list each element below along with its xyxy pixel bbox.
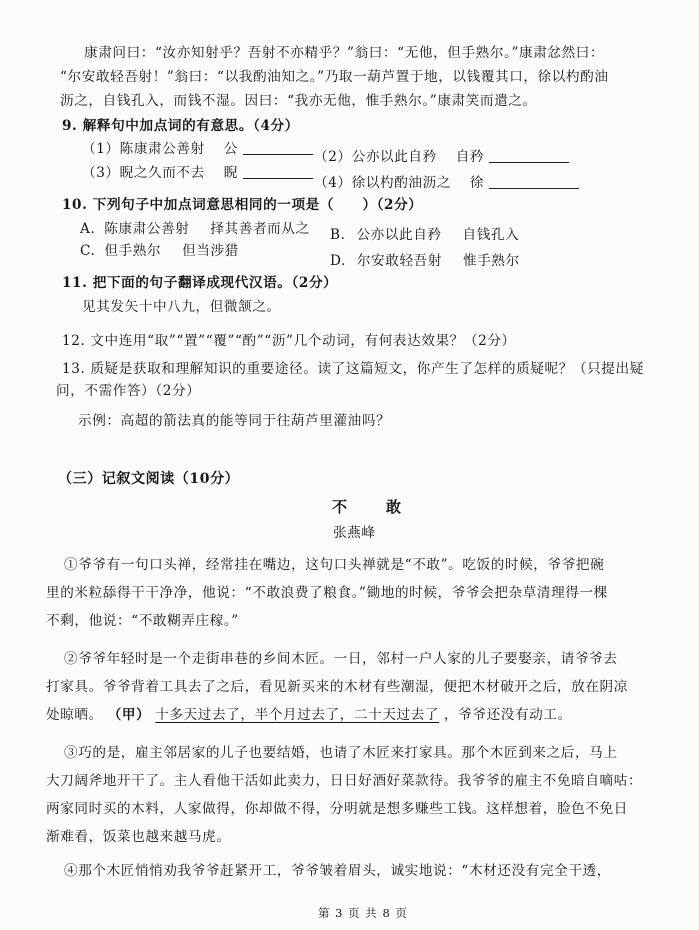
q13-example: 示例：高超的箭法真的能等同于往葫芦里灌油吗？ [78, 413, 391, 429]
mark-jia: （甲） [107, 707, 151, 723]
q10-option-d-sentence-1: 尔安敢轻吾射 [356, 253, 443, 269]
q11-sentence: 见其发矢十中八九，但微颔之。 [82, 299, 281, 315]
q9-item-3-word: 睨 [223, 165, 238, 181]
q9-item-4-text: （4）徐以杓酌油沥之 [314, 175, 451, 191]
para-3-line-2: 大刀阔斧地开干了。主人看他干活如此卖力，日日好酒好菜款待。我爷爷的雇主不免暗自嘀咕： [46, 773, 643, 789]
question-10-stem: 10. 下列句子中加点词意思相同的一项是（ ）（2分） [62, 197, 423, 213]
para-2-line-3-prefix: 处晾晒。 [46, 707, 103, 723]
q10-option-a-sentence-1: 陈康肃公善射 [104, 221, 190, 237]
q9-answer-blank-4[interactable] [489, 174, 579, 189]
q10-option-d-label: D. [330, 253, 346, 269]
para-2-line-3-suffix: ，爷爷还没有动工。 [444, 707, 572, 723]
para-2-line-3 [46, 706, 572, 724]
q9-answer-blank-3[interactable] [243, 164, 313, 179]
question-11-stem: 11. 把下面的句子翻译成现代汉语。（2分） [62, 275, 338, 291]
q9-item-3 [82, 164, 313, 182]
q10-option-b[interactable] [330, 226, 519, 244]
q9-item-4-word: 徐 [469, 175, 485, 191]
q10-option-a[interactable] [80, 220, 310, 238]
para-3-line-4: 渐难看，饭菜也越来越马虎。 [46, 829, 231, 845]
para-2-line-1: ②爷爷年轻时是一个走街串巷的乡间木匠。一日，邻村一户人家的儿子要娶亲，请爷爷去 [64, 651, 618, 667]
question-12: 12. 文中连用“取”“置”“覆”“酌”“沥”几个动词，有何表达效果？（2分） [62, 333, 516, 349]
q10-option-b-sentence-2: 自钱孔入 [462, 227, 520, 243]
para-4-line-1: ④那个木匠悄悄劝我爷爷赶紧开工，爷爷皱着眉头，诚实地说：“木材还没有完全干透， [64, 863, 611, 879]
q9-answer-blank-2[interactable] [489, 148, 569, 163]
passage-line-1: 康肃问曰：“汝亦知射乎？吾射不亦精乎？”翁曰：“无他，但手熟尔。”康肃忿然曰： [84, 45, 605, 61]
page-footer: 第 3 页 共 8 页 [318, 906, 408, 920]
q10-option-d-sentence-2: 惟手熟尔 [462, 253, 520, 269]
q10-option-d[interactable] [330, 252, 520, 270]
q9-item-1-word: 公 [223, 141, 238, 157]
q9-item-2 [314, 148, 569, 166]
para-3-line-3: 两家同时买的木料，人家做得，你却做不得，分明就是想多赚些工钱。这样想着，脸色不免日 [46, 801, 628, 817]
q10-option-b-label: B. [330, 227, 346, 243]
para-1-line-3: 不剩，他说：“不敢糊弄庄稼。” [46, 613, 239, 629]
article-author: 张燕峰 [333, 525, 376, 541]
q10-option-a-label: A. [80, 221, 96, 237]
q10-option-c[interactable] [80, 242, 239, 260]
q10-option-c-sentence-1: 但手熟尔 [104, 243, 162, 259]
q10-option-c-label: C. [80, 243, 96, 259]
q9-item-2-text: （2）公亦以此自矜 [314, 149, 437, 165]
q9-item-4 [314, 174, 579, 192]
section-3-heading: （三）记叙文阅读（10分） [58, 471, 240, 487]
para-3-line-1: ③巧的是，雇主邻居家的儿子也要结婚，也请了木匠来打家具。那个木匠到来之后，马上 [64, 745, 618, 761]
q10-option-c-sentence-2: 但当涉猎 [182, 243, 239, 259]
question-13-line-1: 13. 质疑是获取和理解知识的重要途径。读了这篇短文，你产生了怎样的质疑呢？（只提出疑 [62, 361, 644, 377]
para-2-line-2: 打家具。爷爷背着工具去了之后，看见新买来的木材有些潮湿，便把木材破开之后，放在阴凉 [46, 679, 628, 695]
q9-item-1 [82, 140, 313, 158]
q9-item-3-text: （3）睨之久而不去 [82, 165, 205, 181]
q9-item-1-text: （1）陈康肃公善射 [82, 141, 205, 157]
question-9-stem: 9. 解释句中加点词的有意思。（4分） [62, 118, 299, 134]
q9-item-2-word: 自矜 [455, 149, 485, 165]
underlined-sentence: 十多天过去了，半个月过去了，二十天过去了 [155, 707, 440, 723]
para-1-line-2: 里的米粒舔得干干净净，他说：“不敢浪费了粮食。”锄地的时候，爷爷会把杂草清理得一棵 [46, 585, 608, 601]
article-title: 不 敢 [332, 498, 414, 516]
q9-answer-blank-1[interactable] [243, 140, 313, 155]
passage-line-3: 沥之，自钱孔入，而钱不湿。因曰：“我亦无他，惟手熟尔。”康肃笑而遣之。 [60, 93, 537, 109]
q10-option-a-sentence-2: 择其善者而从之 [210, 221, 310, 237]
para-1-line-1: ①爷爷有一句口头禅，经常挂在嘴边，这句口头禅就是“不敢”。吃饭的时候，爷爷把碗 [64, 557, 605, 573]
question-13-line-2: 问，不需作答）（2分） [56, 383, 201, 399]
q10-option-b-sentence-1: 公亦以此自矜 [356, 227, 442, 243]
passage-line-2: “尔安敢轻吾射！”翁曰：“以我酌油知之。”乃取一葫芦置于地，以钱覆其口，徐以杓酌油 [60, 69, 609, 85]
